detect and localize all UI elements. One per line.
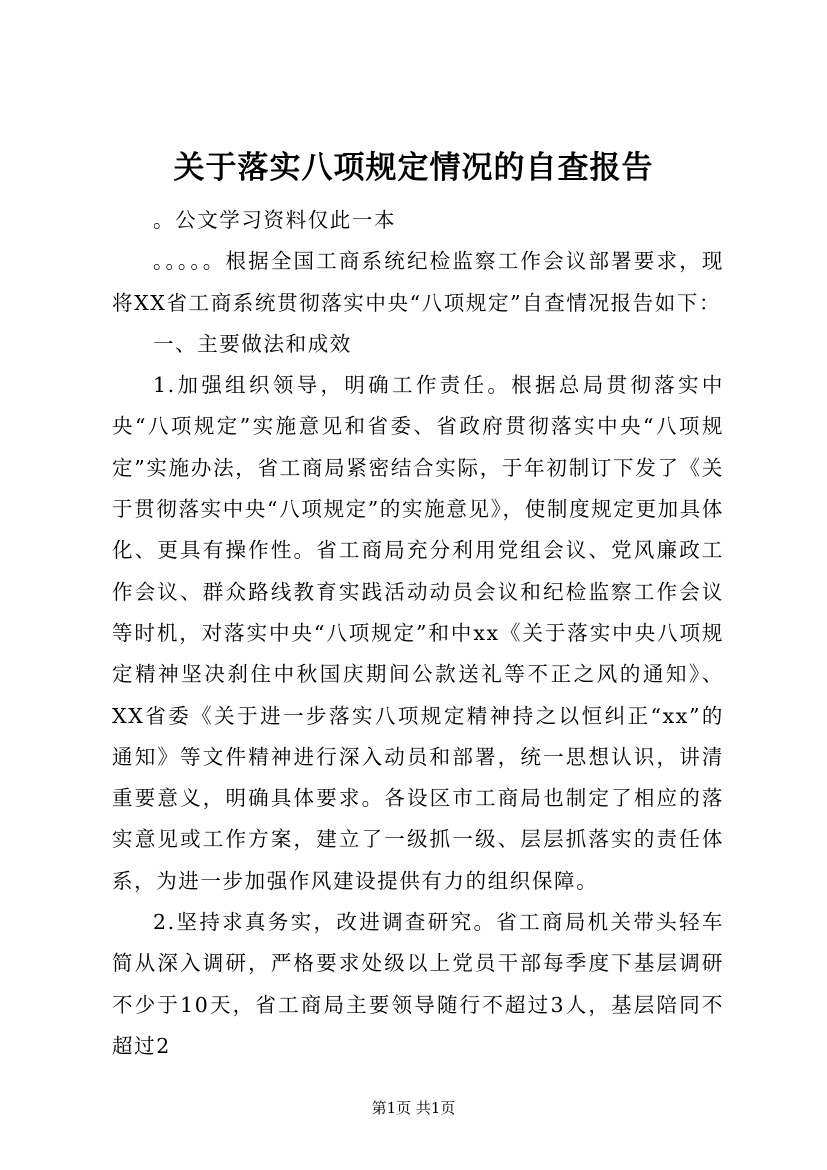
- paragraph: 。公文学习资料仅此一本: [153, 208, 397, 232]
- page-number-footer: 第1页 共1页: [371, 1099, 456, 1117]
- document-body: [112, 200, 724, 1067]
- page-title: 关于落实八项规定情况的自查报告: [173, 150, 654, 186]
- paragraph: 2.坚持求真务实，改进调查研究。省工商局机关带头轻车简从深入调研，严格要求处级以上党员干部每季度下基层调研不少于10天，省工商局主要领导随行不超过3人，基层陪同不超过2: [112, 910, 724, 1058]
- paragraph: 1.加强组织领导，明确工作责任。根据总局贯彻落实中央“八项规定”实施意见和省委、省政府贯彻落实中央“八项规定”实施办法，省工商局紧密结合实际，于年初制订下发了《关于贯彻落实中央“八项规定”的实施意见》，使制度规定更加具体化、更具有操作性。省工商局充分利用党组会议、党风廉政工作会议、群众路线教育实践活动动员会议和纪检监察工作会议等时机，对落实中央“八项规定”和中xx《关于落实中央八项规定精神坚决刹住中秋国庆期间公款送礼等不正之风的通知》、XX省委《关于进一步落实八项规定精神持之以恒纠正“xx”的通知》等文件精神进行深入动员和部署，统一思想认识，讲清重要意义，明确具体要求。各设区市工商局也制定了相应的落实意见或工作方案，建立了一级抓一级、层层抓落实的责任体系，为进一步加强作风建设提供有力的组织保障。: [112, 373, 724, 893]
- paragraph: 。。。。。根据全国工商系统纪检监察工作会议部署要求，现将XX省工商系统贯彻落实中央“八项规定”自查情况报告如下：: [112, 249, 724, 315]
- section-heading: 一、主要做法和成效: [153, 331, 352, 356]
